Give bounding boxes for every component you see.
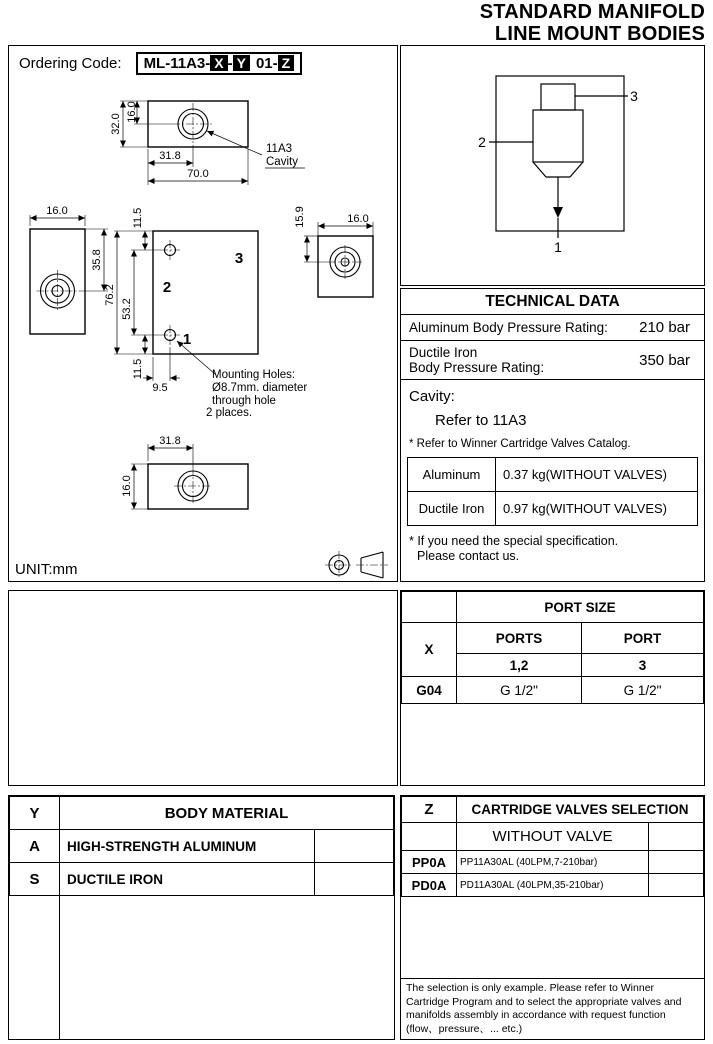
cartridge-empty-cell	[649, 851, 704, 874]
cartridge-empty-cell	[649, 874, 704, 897]
weight-value-aluminum: 0.37 kg(WITHOUT VALVES)	[496, 458, 698, 492]
schematic-port-3-label: 3	[630, 88, 638, 104]
code-mid: 01-	[255, 55, 278, 72]
cavity-callout-line2: Cavity	[266, 156, 298, 168]
unit-label: UNIT:mm	[15, 561, 78, 578]
ductile-rating-value: 350 bar	[639, 351, 690, 369]
dim-hole-span: 53.2	[121, 298, 133, 320]
ductile-label-line2: Body Pressure Rating:	[409, 360, 545, 375]
table-row	[10, 863, 394, 896]
weight-value-ductile: 0.97 kg(WITHOUT VALVES)	[496, 492, 698, 526]
cavity-callout-line1: 11A3	[266, 143, 293, 155]
left-side-view-drawing	[30, 205, 108, 334]
technical-data-header: TECHNICAL DATA	[401, 289, 704, 315]
ordering-code-row	[9, 46, 397, 79]
dim-top-center-x: 31.8	[159, 150, 181, 162]
cartridge-name-pp0a: PP11A30AL (40LPM,7-210bar)	[457, 851, 649, 874]
dim-bottom-hole-offset: 11.5	[132, 358, 144, 380]
weight-material-ductile: Ductile Iron	[408, 492, 496, 526]
dim-top-height: 32.0	[110, 113, 122, 135]
dim-bottom-center-x: 31.8	[159, 435, 181, 447]
bottom-view-outline	[148, 464, 248, 509]
code-x-chip: X	[210, 55, 227, 71]
cartridge-empty-cell	[402, 823, 457, 851]
subheader-port-3: 3	[582, 654, 704, 677]
special-note-line2: Please contact us.	[417, 549, 520, 563]
port-2-label: 2	[162, 279, 172, 296]
body-material-panel	[8, 795, 395, 1040]
port-3-label: 3	[234, 250, 244, 267]
table-row	[402, 851, 704, 874]
cartridge-valves-table	[401, 796, 704, 897]
code-y-chip: Y	[233, 55, 250, 71]
dim-right-width: 16.0	[347, 213, 369, 225]
table-row	[10, 830, 394, 863]
table-row	[402, 623, 704, 654]
catalog-note: * Refer to Winner Cartridge Valves Catalog.	[409, 438, 631, 450]
col-header-port: PORT	[582, 623, 704, 654]
cartridge-name-pd0a: PD11A30AL (40LPM,35-210bar)	[457, 874, 649, 897]
mounting-note-line3: through hole	[212, 395, 276, 407]
body-material-code-s: S	[10, 863, 60, 896]
code-prefix: ML-11A3-	[143, 55, 211, 72]
ductile-rating-row	[401, 341, 704, 380]
dim-right-center: 15.9	[294, 206, 306, 228]
body-material-name-aluminum: HIGH-STRENGTH ALUMINUM	[60, 830, 315, 863]
valve-schematic-drawing	[401, 46, 703, 283]
body-material-y-header: Y	[10, 797, 60, 830]
body-material-column-divider	[59, 895, 60, 1039]
cartridge-without-valve: WITHOUT VALVE	[457, 823, 649, 851]
body-material-title: BODY MATERIAL	[60, 797, 394, 830]
right-side-view-drawing	[294, 206, 373, 297]
cartridge-code-pp0a: PP0A	[402, 851, 457, 874]
dim-top-center-y: 16.0	[126, 101, 138, 123]
ductile-rating-label	[409, 345, 544, 375]
table-row	[402, 797, 704, 823]
mounting-note-line1: Mounting Holes:	[212, 369, 296, 381]
table-row	[402, 823, 704, 851]
code-z-chip: Z	[278, 55, 295, 71]
table-row	[402, 874, 704, 897]
body-material-empty-cell	[315, 863, 394, 896]
port-size-table	[401, 591, 704, 704]
port-size-value-3: G 1/2"	[582, 677, 704, 704]
valve-body-outline	[533, 110, 583, 162]
dim-hole-x-offset: 9.5	[152, 382, 168, 394]
cartridge-z-header: Z	[402, 797, 457, 823]
table-row	[10, 797, 394, 830]
port-size-panel	[400, 590, 705, 786]
port-size-code: G04	[402, 677, 457, 704]
schematic-port-2-label: 2	[478, 134, 486, 150]
dim-bottom-height: 16.0	[121, 475, 133, 497]
dim-top-width: 70.0	[187, 168, 209, 180]
ductile-label-line1: Ductile Iron	[409, 345, 478, 360]
title-line2: LINE MOUNT BODIES	[494, 23, 705, 45]
valve-cap-outline	[541, 84, 575, 110]
weight-material-aluminum: Aluminum	[408, 458, 496, 492]
port-size-value-12: G 1/2"	[457, 677, 582, 704]
code-separator: -	[227, 55, 233, 72]
cartridge-selection-note: The selection is only example. Please refer to Winner Cartridge Program and to select the appropriate valves and manifolds assembly in accordance with request function (flow、pressure、... etc.)	[401, 978, 704, 1039]
mounting-note-line4: 2 places.	[206, 407, 253, 419]
body-material-table	[9, 796, 394, 896]
top-view-drawing	[110, 101, 305, 185]
aluminum-rating-value: 210 bar	[639, 319, 690, 336]
empty-panel	[8, 590, 398, 786]
cartridge-code-pd0a: PD0A	[402, 874, 457, 897]
projection-symbol-icon	[325, 551, 388, 579]
special-note-line1: * If you need the special specification.	[409, 534, 619, 548]
ordering-code-value	[136, 52, 303, 75]
schematic-panel	[400, 45, 705, 286]
cavity-label: Cavity:	[409, 388, 455, 405]
special-note	[401, 526, 704, 564]
ordering-code-label: Ordering Code:	[19, 55, 122, 72]
body-material-empty-cell	[315, 830, 394, 863]
dim-left-width: 16.0	[46, 205, 68, 217]
table-row	[402, 592, 704, 623]
subheader-ports-12: 1,2	[457, 654, 582, 677]
col-header-ports: PORTS	[457, 623, 582, 654]
technical-data-panel	[400, 288, 705, 582]
flow-arrowhead	[553, 207, 563, 218]
drawings-panel	[8, 45, 398, 582]
port-size-corner-cell	[402, 592, 457, 623]
dim-left-center: 35.8	[91, 249, 103, 271]
mounting-note-line2: Ø8.7mm. diameter	[212, 382, 308, 394]
table-row	[408, 458, 698, 492]
page-title	[480, 1, 705, 45]
aluminum-rating-row	[401, 315, 704, 341]
cartridge-valves-panel	[400, 795, 705, 1040]
weight-table	[407, 457, 698, 526]
schematic-port-1-label: 1	[554, 239, 562, 255]
body-material-code-a: A	[10, 830, 60, 863]
table-row	[408, 492, 698, 526]
table-row	[402, 677, 704, 704]
cavity-value: Refer to 11A3	[435, 412, 527, 429]
port-size-title: PORT SIZE	[457, 592, 704, 623]
body-material-name-ductile: DUCTILE IRON	[60, 863, 315, 896]
port-size-x-header: X	[402, 623, 457, 677]
dim-top-hole-offset: 11.5	[132, 207, 144, 229]
technical-drawings	[9, 79, 396, 581]
cartridge-empty-cell	[649, 823, 704, 851]
dim-main-height: 76.2	[104, 284, 116, 306]
cartridge-title: CARTRIDGE VALVES SELECTION	[457, 797, 704, 823]
bottom-view-drawing	[121, 435, 248, 509]
port-1-label: 1	[182, 331, 192, 348]
aluminum-rating-label: Aluminum Body Pressure Rating:	[409, 320, 608, 335]
main-view-drawing	[104, 208, 307, 419]
title-line1: STANDARD MANIFOLD	[479, 1, 705, 23]
cavity-section	[401, 380, 704, 450]
